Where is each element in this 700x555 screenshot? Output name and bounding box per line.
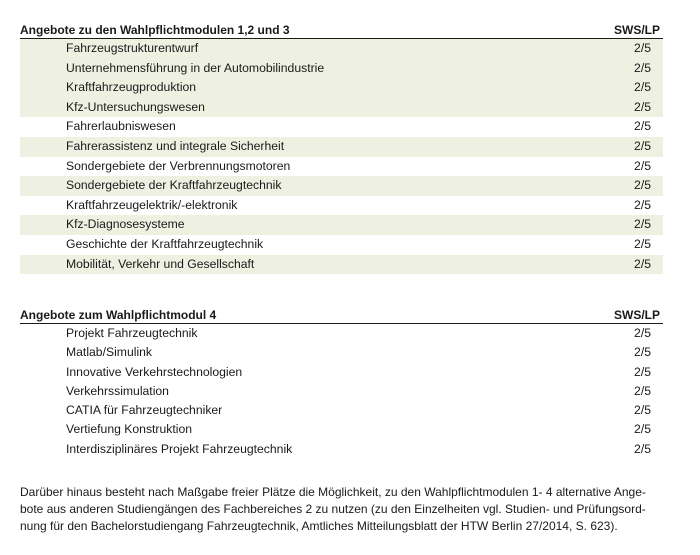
course-sws-lp: 2/5: [634, 119, 651, 134]
table-row: [20, 137, 663, 157]
elective-module-4-table: [20, 303, 663, 456]
course-name: Mobilität, Verkehr und Gesellschaft: [66, 256, 255, 271]
course-name: Kfz-Untersuchungswesen: [66, 99, 205, 114]
table-row: [20, 196, 663, 216]
table-header: [20, 18, 663, 39]
course-sws-lp: 2/5: [634, 441, 651, 456]
course-name: Kraftfahrzeugproduktion: [66, 80, 197, 95]
course-name: Vertiefung Konstruktion: [66, 422, 193, 437]
table-header: [20, 303, 663, 324]
sws-lp-column-header: SWS/LP: [613, 308, 660, 322]
table-row: [20, 235, 663, 255]
course-name: Fahrzeugstrukturentwurf: [66, 41, 199, 55]
table-row: [20, 78, 663, 98]
course-name: Geschichte der Kraftfahrzeugtechnik: [66, 236, 264, 251]
footnote-line: bote aus anderen Studiengängen des Fachbereiches 2 zu nutzen (zu den Einzelheiten vgl. Studien- und Prüfungsord-: [20, 502, 646, 516]
table-row: [20, 363, 663, 382]
course-sws-lp: 2/5: [634, 138, 651, 153]
course-sws-lp: 2/5: [634, 236, 651, 251]
elective-modules-1-2-3-table: [20, 18, 663, 271]
table-row: [20, 176, 663, 196]
course-sws-lp: 2/5: [634, 403, 651, 418]
table-row: [20, 255, 663, 275]
course-sws-lp: 2/5: [634, 422, 651, 437]
course-sws-lp: 2/5: [634, 364, 651, 379]
course-name: Innovative Verkehrstechnologien: [66, 364, 243, 379]
course-name: Sondergebiete der Verbrennungsmotoren: [66, 158, 291, 173]
table-body: [20, 324, 663, 459]
course-sws-lp: 2/5: [634, 197, 651, 212]
course-sws-lp: 2/5: [634, 178, 651, 193]
footnote-line: nung für den Bachelorstudiengang Fahrzeugtechnik, Amtliches Mitteilungsblatt der HTW Berlin 27/2014, S. 623).: [20, 519, 618, 533]
table-title: Angebote zum Wahlpflichtmodul 4: [20, 308, 217, 322]
course-sws-lp: 2/5: [634, 345, 651, 360]
course-sws-lp: 2/5: [634, 383, 651, 398]
course-name: Matlab/Simulink: [66, 345, 153, 360]
course-name: Verkehrssimulation: [66, 383, 169, 398]
footnote-line: Darüber hinaus besteht nach Maßgabe freier Plätze die Möglichkeit, zu den Wahlpflichtmodulen 1- 4 alternative Ange-: [20, 485, 646, 499]
table-body: [20, 39, 663, 274]
course-sws-lp: 2/5: [634, 99, 651, 114]
table-row: [20, 157, 663, 177]
course-sws-lp: 2/5: [634, 41, 651, 55]
course-name: Fahrerlaubniswesen: [66, 119, 176, 134]
course-sws-lp: 2/5: [634, 60, 651, 75]
course-sws-lp: 2/5: [634, 80, 651, 95]
table-row: [20, 215, 663, 235]
course-name: Sondergebiete der Kraftfahrzeugtechnik: [66, 178, 282, 193]
table-row: [20, 382, 663, 401]
table-row: [20, 117, 663, 137]
table-row: [20, 39, 663, 59]
course-name: CATIA für Fahrzeugtechniker: [66, 403, 223, 418]
sws-lp-column-header: SWS/LP: [613, 23, 660, 37]
course-name: Interdisziplinäres Projekt Fahrzeugtechnik: [66, 441, 293, 456]
table-row: [20, 440, 663, 459]
course-sws-lp: 2/5: [634, 326, 651, 340]
course-name: Unternehmensführung in der Automobilindustrie: [66, 60, 325, 75]
course-sws-lp: 2/5: [634, 256, 651, 271]
table-row: [20, 98, 663, 118]
table-row: [20, 420, 663, 439]
course-name: Projekt Fahrzeugtechnik: [66, 326, 198, 340]
table-title: Angebote zu den Wahlpflichtmodulen 1,2 und 3: [20, 23, 290, 37]
course-name: Kraftfahrzeugelektrik/-elektronik: [66, 197, 238, 212]
footnote-paragraph: [20, 484, 665, 535]
course-sws-lp: 2/5: [634, 158, 651, 173]
table-row: [20, 324, 663, 343]
course-sws-lp: 2/5: [634, 217, 651, 232]
table-row: [20, 401, 663, 420]
course-name: Kfz-Diagnosesysteme: [66, 217, 185, 232]
table-row: [20, 343, 663, 362]
table-row: [20, 59, 663, 79]
course-name: Fahrerassistenz und integrale Sicherheit: [66, 138, 285, 153]
